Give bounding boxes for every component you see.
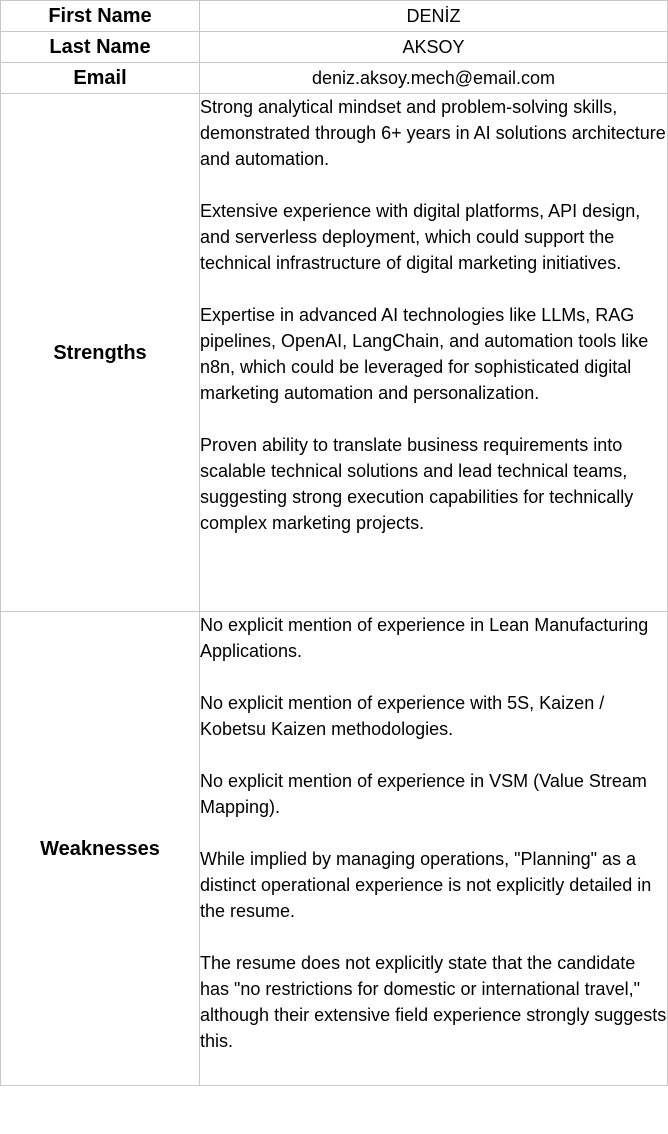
weaknesses-paragraph: No explicit mention of experience in VSM (Value Stream Mapping). <box>200 771 647 817</box>
last-name-row <box>1 32 668 63</box>
first-name-value[interactable]: DENİZ <box>200 1 668 32</box>
email-value[interactable]: deniz.aksoy.mech@email.com <box>200 63 668 94</box>
weaknesses-paragraph: While implied by managing operations, "Planning" as a distinct operational experience is not explicitly detailed in the resume. <box>200 849 652 921</box>
weaknesses-row <box>1 612 668 1086</box>
weaknesses-paragraph: No explicit mention of experience in Lean Manufacturing Applications. <box>200 615 649 661</box>
strengths-paragraph: Strong analytical mindset and problem-solving skills, demonstrated through 6+ years in AI solutions architecture and automation. <box>200 97 666 169</box>
strengths-label: Strengths <box>1 94 200 612</box>
weaknesses-paragraph: The resume does not explicitly state that the candidate has "no restrictions for domestic or international travel," although their extensive field experience strongly suggests this. <box>200 953 667 1051</box>
strengths-row <box>1 94 668 612</box>
weaknesses-cell[interactable] <box>200 612 668 1086</box>
email-label: Email <box>1 63 200 94</box>
strengths-paragraph: Proven ability to translate business requirements into scalable technical solutions and lead technical teams, suggesting strong execution capabilities for technically complex marketing projects. <box>200 435 634 533</box>
strengths-paragraph: Extensive experience with digital platforms, API design, and serverless deployment, which could support the technical infrastructure of digital marketing initiatives. <box>200 201 641 273</box>
weaknesses-paragraph: No explicit mention of experience with 5S, Kaizen / Kobetsu Kaizen methodologies. <box>200 693 605 739</box>
email-row <box>1 63 668 94</box>
strengths-paragraph: Expertise in advanced AI technologies like LLMs, RAG pipelines, OpenAI, LangChain, and automation tools like n8n, which could be leveraged for sophisticated digital marketing automation and personalization. <box>200 305 649 403</box>
first-name-row <box>1 1 668 32</box>
strengths-cell[interactable] <box>200 94 668 612</box>
first-name-label: First Name <box>1 1 200 32</box>
last-name-value[interactable]: AKSOY <box>200 32 668 63</box>
weaknesses-label: Weaknesses <box>1 612 200 1086</box>
last-name-label: Last Name <box>1 32 200 63</box>
